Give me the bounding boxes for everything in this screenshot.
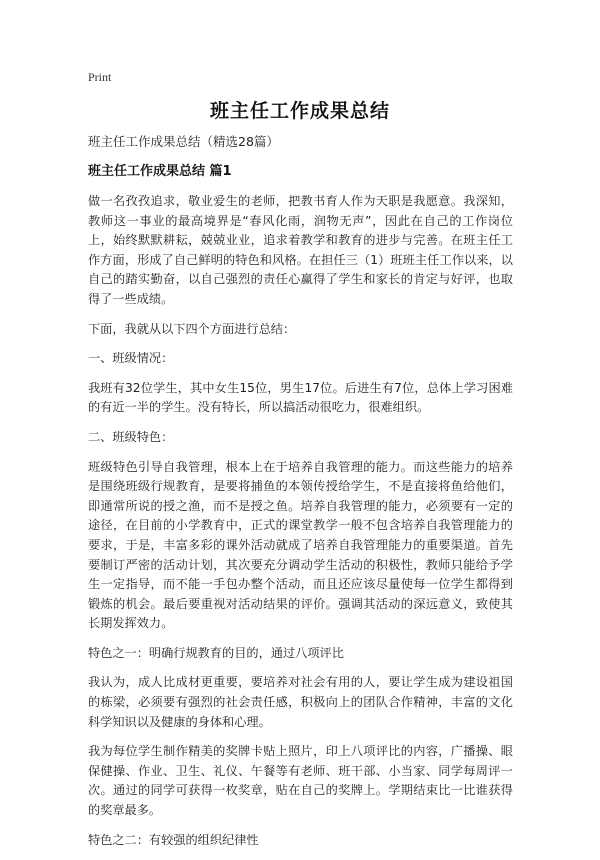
paragraph-class-features: 班级特色引导自我管理，根本上在于培养自我管理的能力。而这些能力的培养是围绕班级行规教育，是要将捕鱼的本领传授给学生，不是直接将鱼给他们，即通常所说的授之渔，而不是授之鱼。培养自我管理的能力，必须要有一定的途径，在目前的小学教育中，正式的课堂教学一般不包含培养自我管理能力的要求，于是，丰富多彩的课外活动就成了培养自我管理能力的重要渠道。首先要制订严密的活动计划，其次要充分调动学生活动的积极性，教师只能给予学生一定指导，而不能一手包办整个活动，而且还应该尽量使每一位学生都得到锻炼的机会。最后要重视对活动结果的评价。强调其活动的深远意义，致使其长期发挥效力。 [88,459,513,631]
print-label: Print [88,70,112,84]
paragraph-overview: 下面，我就从以下四个方面进行总结： [88,321,296,336]
document-body [88,132,513,860]
paragraph-feature-one-heading: 特色之一：明确行规教育的目的，通过八项评比 [88,645,344,660]
paragraph-feature-one-awards: 我为每位学生制作精美的奖牌卡贴上照片，印上八项评比的内容，广播操、眼保健操、作业、卫生、礼仪、午餐等有老师、班干部、小当家、同学每周评一次。通过的同学可获得一枚奖章，贴在自己的奖牌上。学期结束比一比谁获得的奖章最多。 [88,744,513,818]
paragraph-heading-class-situation: 一、班级情况： [88,351,174,366]
document-subtitle: 班主任工作成果总结（精选28篇） [88,134,279,149]
paragraph-class-situation: 我班有32位学生，其中女生15位，男生17位。后进生有7位，总体上学习困难的有近一半的学生。没有特长，所以搞活动很吃力，很难组织。 [88,380,513,415]
paragraph-feature-two-heading: 特色之二：有较强的组织纪律性 [88,832,259,847]
paragraph-feature-one-body: 我认为，成人比成材更重要，要培养对社会有用的人，要让学生成为建设祖国的栋梁，必须要有强烈的社会责任感，积极向上的团队合作精神，丰富的文化科学知识以及健康的身体和心理。 [88,675,513,729]
section-heading: 班主任工作成果总结 篇1 [88,164,232,179]
paragraph-intro: 做一名孜孜追求，敬业爱生的老师，把教书育人作为天职是我愿意。我深知，教师这一事业的最高境界是“春风化雨，润物无声”，因此在自己的工作岗位上，始终默默耕耘，兢兢业业，追求着教学和教育的进步与完善。在班主任工作方面，形成了自己鲜明的特色和风格。在担任三（1）班班主任工作以来，以自己的踏实勤奋，以自己强烈的责任心赢得了学生和家长的肯定与好评，也取得了一些成绩。 [88,194,513,306]
document-title: 班主任工作成果总结 [209,100,390,122]
paragraph-heading-class-features: 二、班级特色： [88,429,174,444]
